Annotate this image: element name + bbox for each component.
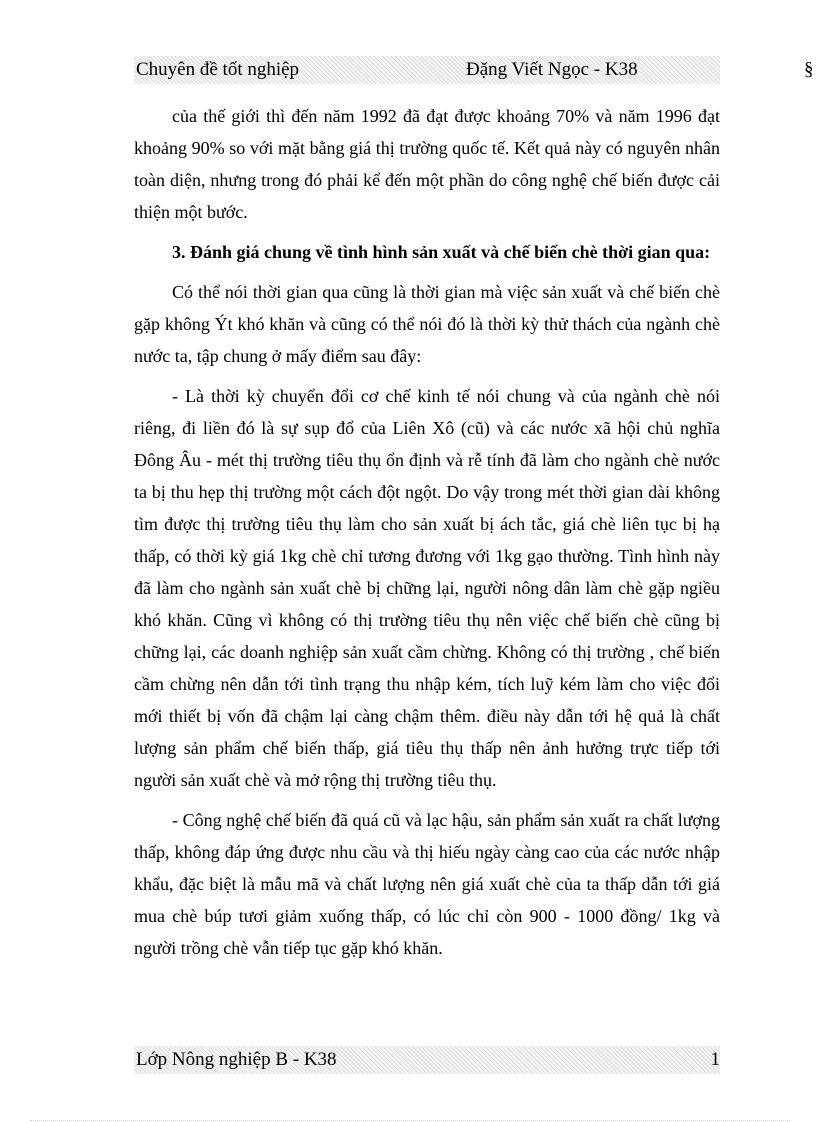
section-mark: § — [804, 59, 814, 80]
paragraph-bullet-technology: - Công nghệ chế biến đã quá cũ và lạc hậu, sản phẩm sản xuất ra chất lượng thấp, không đáp ứng được nhu cầu và thị hiếu ngày càng cao của các nước nhập khẩu, đặc biệt là mẫu mã và chất lượng nên giá xuất chè của ta thấp dẫn tới giá mua chè búp tươi giảm xuống thấp, có lúc chỉ còn 900 - 1000 đồng/ 1kg và người trồng chè vẫn tiếp tục gặp khó khăn. — [134, 810, 720, 958]
page-bottom-divider — [30, 1120, 790, 1121]
page-header — [134, 56, 720, 84]
document-body — [134, 100, 720, 972]
page-number: 1 — [710, 1049, 720, 1070]
footer-class-name: Lớp Nông nghiệp B - K38 — [136, 1049, 337, 1070]
header-author: Đặng Viết Ngọc - K38 — [466, 59, 638, 80]
section-heading: 3. Đánh giá chung về tình hình sản xuất và chế biến chè thời gian qua: — [172, 242, 711, 262]
paragraph-overview: Có thể nói thời gian qua cũng là thời gian mà việc sản xuất và chế biến chè gặp không Ýt khó khăn và cũng có thể nói đó là thời kỳ thử thách của ngành chè nước ta, tập chung ở mấy điểm sau đây: — [134, 282, 720, 366]
header-document-title: Chuyên đề tốt nghiệp — [136, 59, 300, 80]
paragraph-intro-continuation: của thế giới thì đến năm 1992 đã đạt được khoảng 70% và năm 1996 đạt khoảng 90% so với mặt bằng giá thị trường quốc tế. Kết quả này có nguyên nhân toàn diện, nhưng trong đó phải kể đến một phần do công nghệ chế biến được cải thiện một bước. — [134, 106, 720, 222]
page-footer — [134, 1046, 720, 1074]
paragraph-bullet-transition: - Là thời kỳ chuyển đổi cơ chế kinh tế nói chung và của ngành chè nói riêng, đi liền đó là sự sụp đổ của Liên Xô (cũ) và các nước xã hội chủ nghĩa Đông Âu - mét thị trường tiêu thụ ổn định và rễ tính đã làm cho ngành chè nước ta bị thu hẹp thị trường một cách đột ngột. Do vậy trong mét thời gian dài không tìm được thị trường tiêu thụ làm cho sản xuất bị ách tắc, giá chè liên tục bị hạ thấp, có thời kỳ giá 1kg chè chỉ tương đương với 1kg gạo thường. Tình hình này đã làm cho ngành sản xuất chè bị chững lại, người nông dân làm chè gặp ngiều khó khăn. Cũng vì không có thị trường tiêu thụ nên việc chế biến chè cũng bị chững lại, các doanh nghiệp sản xuất cầm chừng. Không có thị trường , chế biến cầm chừng nên dẫn tới tình trạng thu nhập kém, tích luỹ kém làm cho việc đổi mới thiết bị vốn đã chậm lại càng chậm thêm. điều này dẫn tới hệ quả là chất lượng sản phẩm chế biến thấp, giá tiêu thụ thấp nên ảnh hưởng trực tiếp tới người sản xuất chè và mở rộng thị trường tiêu thụ. — [134, 386, 720, 790]
